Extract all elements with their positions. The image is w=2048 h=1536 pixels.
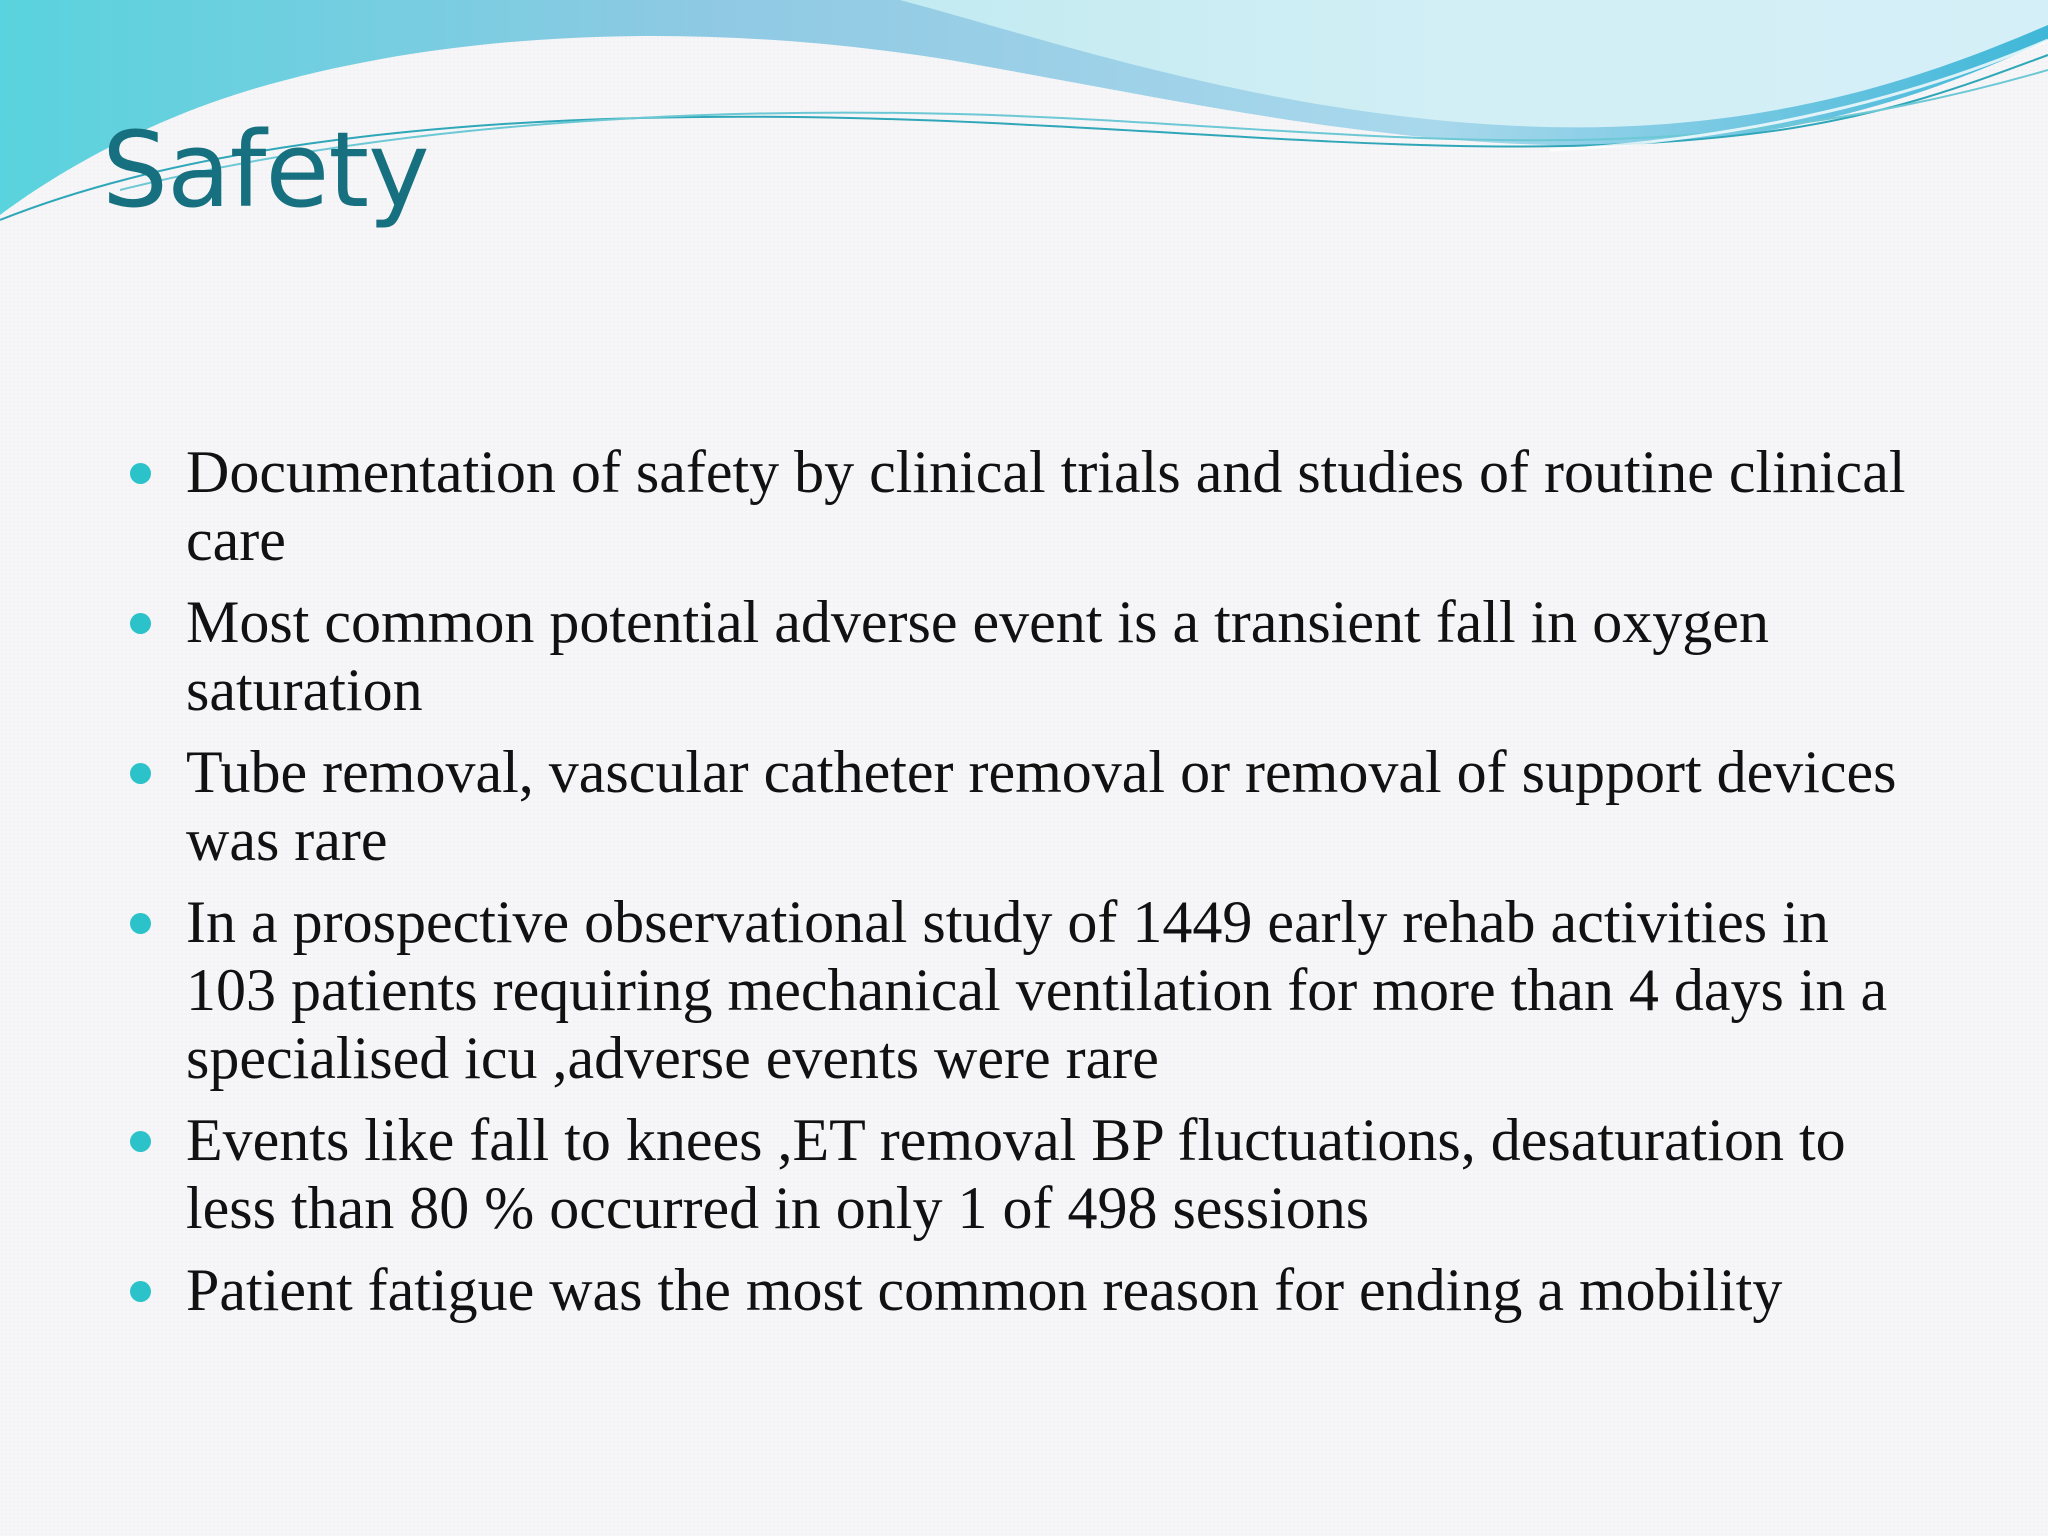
circle-bullet-icon xyxy=(130,763,151,784)
circle-bullet-icon xyxy=(130,1131,151,1152)
slide-title: Safety xyxy=(102,109,429,231)
bullet-item xyxy=(130,438,1930,574)
bullet-item xyxy=(130,1106,1930,1242)
bullet-text: Most common potential adverse event is a transient fall in oxygen saturation xyxy=(186,589,1769,723)
bullet-text: Events like fall to knees ,ET removal BP fluctuations, desaturation to less than 80 % occurred in only 1 of 498 sessions xyxy=(186,1107,1846,1241)
bullet-item xyxy=(130,588,1930,724)
circle-bullet-icon xyxy=(130,913,151,934)
circle-bullet-icon xyxy=(130,1281,151,1302)
bullet-text: Documentation of safety by clinical trials and studies of routine clinical care xyxy=(186,439,1906,573)
circle-bullet-icon xyxy=(130,463,151,484)
circle-bullet-icon xyxy=(130,613,151,634)
bullet-text: Tube removal, vascular catheter removal or removal of support devices was rare xyxy=(186,739,1897,873)
bullet-text: In a prospective observational study of 1449 early rehab activities in 103 patients requiring mechanical ventilation for more than 4 days in a specialised icu ,adverse events were rare xyxy=(186,889,1888,1091)
bullet-item xyxy=(130,888,1930,1092)
bullet-item xyxy=(130,1256,1930,1324)
bullet-item xyxy=(130,738,1930,874)
bullet-list xyxy=(130,438,1930,1338)
bullet-text: Patient fatigue was the most common reason for ending a mobility xyxy=(186,1257,1783,1323)
